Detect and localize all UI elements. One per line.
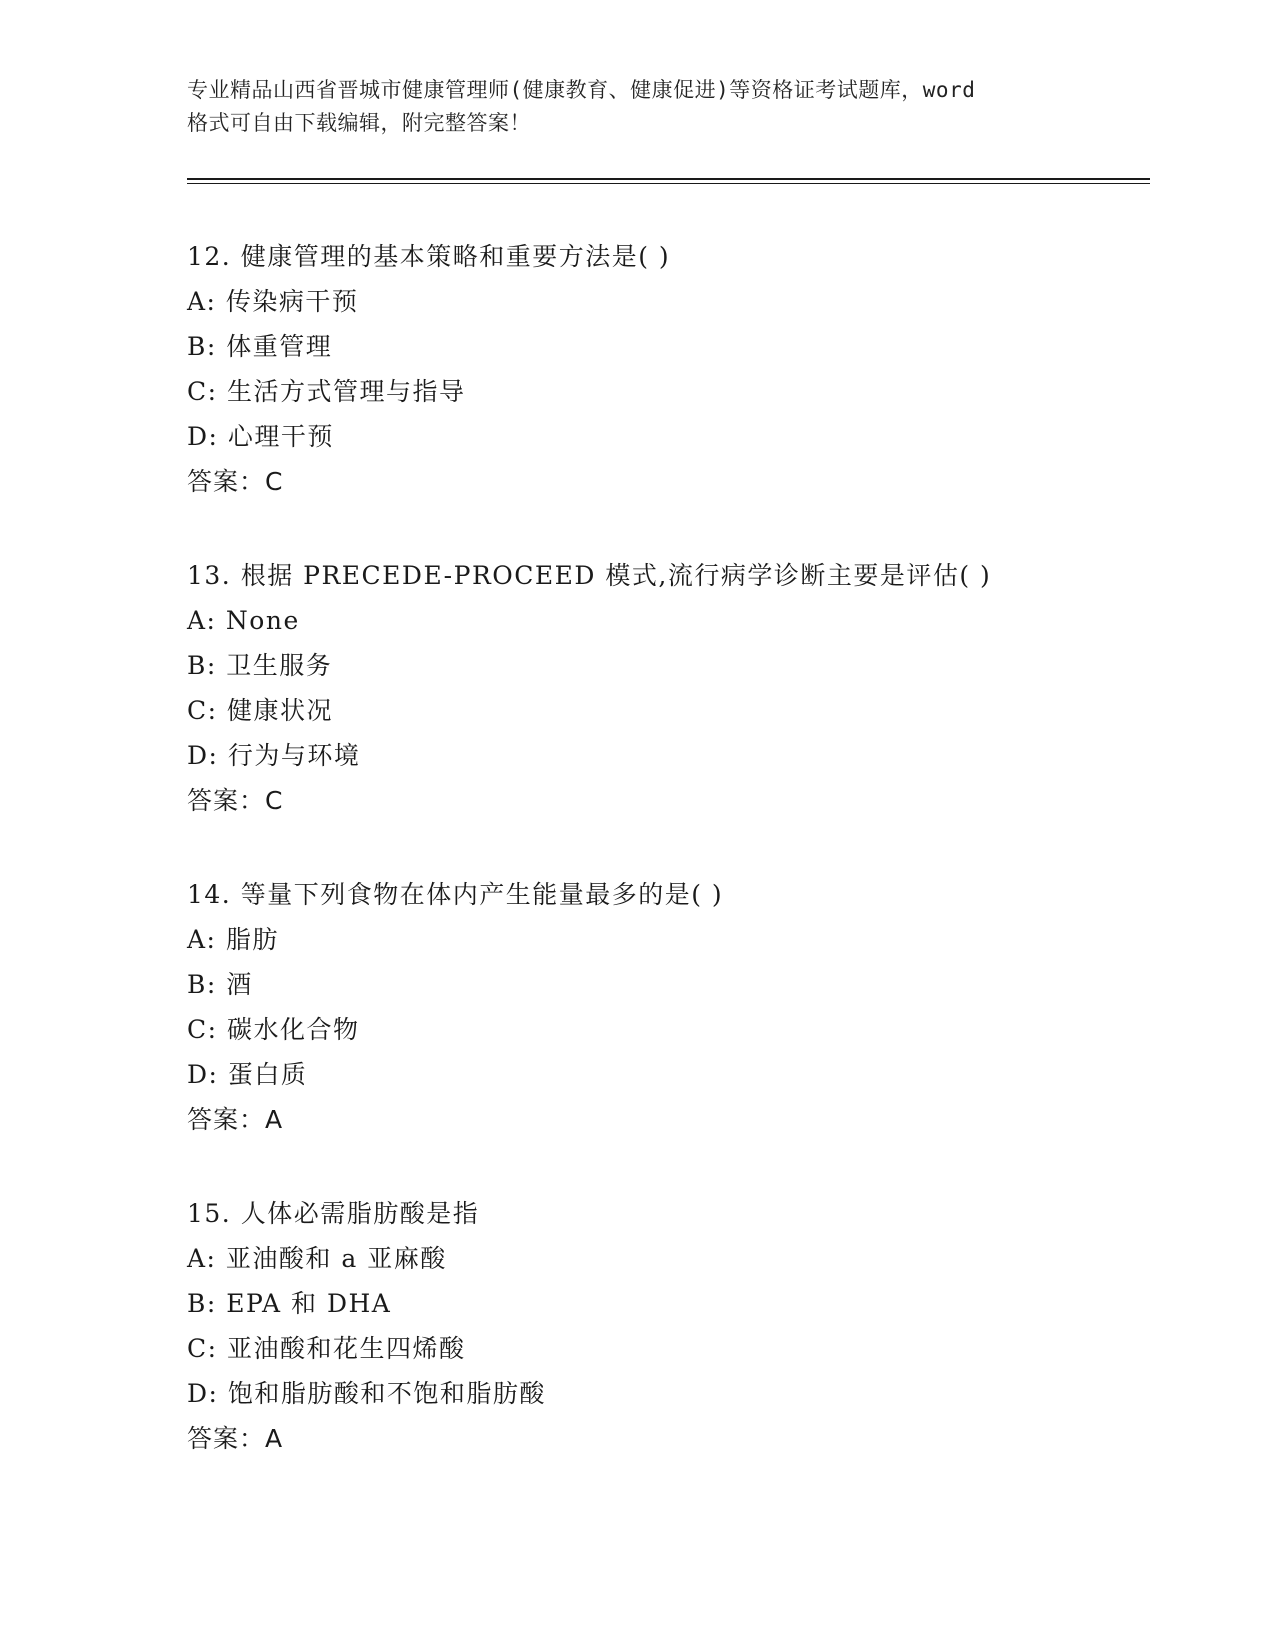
answer-line: 答案：A — [187, 1105, 284, 1134]
option-c: C: 健康状况 — [187, 696, 333, 725]
option-d: D: 心理干预 — [187, 422, 334, 451]
option-d: D: 行为与环境 — [187, 741, 361, 770]
question-12 — [187, 234, 1147, 553]
option-b: B: 卫生服务 — [187, 651, 333, 680]
header-line-2: 格式可自由下载编辑，附完整答案！ — [187, 111, 531, 135]
question-list — [187, 234, 1147, 1510]
header-divider-thick — [187, 178, 1150, 180]
option-b: B: 酒 — [187, 970, 253, 999]
option-c: C: 生活方式管理与指导 — [187, 377, 466, 406]
question-title: 12. 健康管理的基本策略和重要方法是( ) — [187, 242, 671, 271]
option-a: A: 亚油酸和 a 亚麻酸 — [187, 1244, 447, 1273]
header-line-1: 专业精品山西省晋城市健康管理师(健康教育、健康促进)等资格证考试题库，word — [187, 78, 976, 102]
question-14 — [187, 872, 1147, 1191]
question-title: 13. 根据 PRECEDE-PROCEED 模式,流行病学诊断主要是评估( ) — [187, 561, 992, 590]
option-c: C: 碳水化合物 — [187, 1015, 360, 1044]
question-title: 14. 等量下列食物在体内产生能量最多的是( ) — [187, 880, 724, 909]
question-title: 15. 人体必需脂肪酸是指 — [187, 1199, 480, 1228]
option-b: B: EPA 和 DHA — [187, 1289, 392, 1318]
answer-line: 答案：C — [187, 467, 284, 496]
option-a: A: 脂肪 — [187, 925, 279, 954]
header-divider-thin — [187, 183, 1150, 184]
question-15 — [187, 1191, 1147, 1510]
answer-line: 答案：C — [187, 786, 284, 815]
document-header — [187, 74, 1087, 140]
question-13 — [187, 553, 1147, 872]
option-d: D: 饱和脂肪酸和不饱和脂肪酸 — [187, 1379, 546, 1408]
option-a: A: 传染病干预 — [187, 287, 359, 316]
option-a: A: None — [187, 606, 300, 635]
answer-line: 答案：A — [187, 1424, 284, 1453]
option-b: B: 体重管理 — [187, 332, 333, 361]
option-d: D: 蛋白质 — [187, 1060, 308, 1089]
option-c: C: 亚油酸和花生四烯酸 — [187, 1334, 466, 1363]
